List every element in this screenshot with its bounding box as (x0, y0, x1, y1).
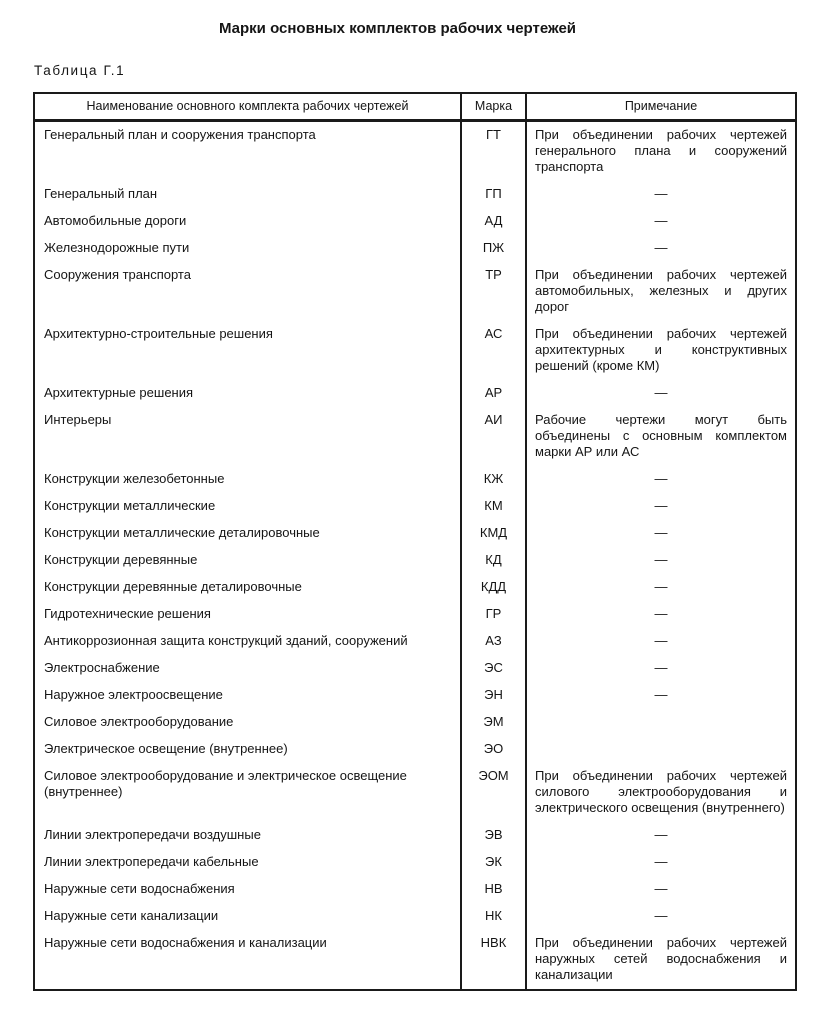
row-complect-name: Гидротехнические решения (44, 606, 211, 621)
row-complect-name: Электроснабжение (44, 660, 160, 675)
row-note: — (654, 579, 668, 594)
table-row (34, 601, 796, 628)
row-note: — (654, 186, 668, 201)
column-header-name: Наименование основного комплекта рабочих чертежей (34, 93, 461, 121)
row-complect-name: Наружное электроосвещение (44, 687, 223, 702)
row-note: — (654, 606, 668, 621)
row-mark: ЭО (461, 736, 526, 763)
table-row (34, 208, 796, 235)
row-complect-name: Конструкции деревянные деталировочные (44, 579, 302, 594)
row-mark: АИ (461, 407, 526, 466)
row-complect-name: Наружные сети канализации (44, 908, 219, 923)
row-complect-name: Архитектурно-строительные решения (44, 326, 273, 341)
table-caption: Таблица Г.1 (34, 63, 126, 78)
row-mark: КМД (461, 520, 526, 547)
row-complect-name: Конструкции металлические (44, 498, 216, 513)
row-note: — (654, 908, 668, 923)
row-complect-name: Генеральный план и сооружения транспорта (44, 127, 316, 142)
table-row (34, 121, 796, 182)
table-body (34, 121, 796, 991)
table-row (34, 763, 796, 822)
row-note: При объединении рабочих чертежей наружных сетей водоснабжения и канализации (535, 935, 787, 982)
table-row (34, 407, 796, 466)
row-note: — (654, 633, 668, 648)
row-mark: ЭК (461, 849, 526, 876)
row-note: — (654, 498, 668, 513)
row-complect-name: Сооружения транспорта (44, 267, 191, 282)
row-mark: ЭС (461, 655, 526, 682)
table-header-row (34, 93, 796, 121)
row-complect-name: Линии электропередачи кабельные (44, 854, 259, 869)
row-note (526, 736, 796, 763)
row-mark: ГР (461, 601, 526, 628)
row-note: — (654, 213, 668, 228)
row-mark: ПЖ (461, 235, 526, 262)
column-header-mark: Марка (461, 93, 526, 121)
table-row (34, 930, 796, 990)
table-row (34, 520, 796, 547)
row-note: При объединении рабочих чертежей архитектурных и конструктивных решений (кроме КМ) (535, 326, 787, 373)
row-mark: КЖ (461, 466, 526, 493)
row-note: Рабочие чертежи могут быть объединены с основным комплектом марки АР или АС (535, 412, 787, 459)
row-complect-name: Силовое электрооборудование (44, 714, 234, 729)
table-row (34, 655, 796, 682)
column-header-note: Примечание (526, 93, 796, 121)
row-complect-name: Наружные сети водоснабжения (44, 881, 235, 896)
table-row (34, 628, 796, 655)
table-row (34, 262, 796, 321)
row-mark: ГП (461, 181, 526, 208)
row-mark: ЭН (461, 682, 526, 709)
row-mark: КД (461, 547, 526, 574)
row-mark: КДД (461, 574, 526, 601)
row-note: — (654, 240, 668, 255)
row-note: — (654, 385, 668, 400)
row-note: При объединении рабочих чертежей силового электрооборудования и электрического освещения (внутреннего) (535, 768, 787, 815)
row-note: — (654, 854, 668, 869)
row-note: — (654, 471, 668, 486)
row-mark: АС (461, 321, 526, 380)
row-complect-name: Архитектурные решения (44, 385, 194, 400)
table-row (34, 547, 796, 574)
row-mark: АД (461, 208, 526, 235)
row-complect-name: Антикоррозионная защита конструкций зданий, сооружений (44, 633, 408, 648)
row-note: При объединении рабочих чертежей автомобильных, железных и других дорог (535, 267, 787, 314)
page-title: Марки основных комплектов рабочих чертежей (218, 20, 577, 37)
table-row (34, 466, 796, 493)
row-complect-name: Автомобильные дороги (44, 213, 187, 228)
row-mark: ЭВ (461, 822, 526, 849)
table-row (34, 493, 796, 520)
row-note: — (654, 881, 668, 896)
row-complect-name: Силовое электрооборудование и электрическое освещение (внутреннее) (44, 768, 407, 799)
row-complect-name: Конструкции железобетонные (44, 471, 225, 486)
row-mark: ТР (461, 262, 526, 321)
table-row (34, 876, 796, 903)
row-mark: НВК (461, 930, 526, 990)
row-mark: АЗ (461, 628, 526, 655)
table-row (34, 903, 796, 930)
row-note: — (654, 660, 668, 675)
row-complect-name: Электрическое освещение (внутреннее) (44, 741, 288, 756)
row-mark: КМ (461, 493, 526, 520)
table-row (34, 321, 796, 380)
row-mark: НВ (461, 876, 526, 903)
row-complect-name: Железнодорожные пути (44, 240, 190, 255)
row-complect-name: Генеральный план (44, 186, 158, 201)
row-mark: НК (461, 903, 526, 930)
row-mark: АР (461, 380, 526, 407)
table-row (34, 849, 796, 876)
table-row (34, 574, 796, 601)
row-note (526, 709, 796, 736)
row-complect-name: Линии электропередачи воздушные (44, 827, 261, 842)
row-note: — (654, 552, 668, 567)
row-complect-name: Наружные сети водоснабжения и канализации (44, 935, 327, 950)
row-mark: ГТ (461, 121, 526, 182)
row-note: — (654, 827, 668, 842)
row-mark: ЭОМ (461, 763, 526, 822)
row-complect-name: Конструкции деревянные (44, 552, 198, 567)
table-row (34, 709, 796, 736)
table-row (34, 682, 796, 709)
row-note: — (654, 525, 668, 540)
table-row (34, 181, 796, 208)
row-mark: ЭМ (461, 709, 526, 736)
row-note: При объединении рабочих чертежей генерального плана и сооружений транспорта (535, 127, 787, 174)
row-note: — (654, 687, 668, 702)
table-row (34, 235, 796, 262)
table-row (34, 380, 796, 407)
row-complect-name: Конструкции металлические деталировочные (44, 525, 320, 540)
table-row (34, 822, 796, 849)
table-row (34, 736, 796, 763)
drawing-marks-table (33, 92, 797, 991)
row-complect-name: Интерьеры (44, 412, 112, 427)
